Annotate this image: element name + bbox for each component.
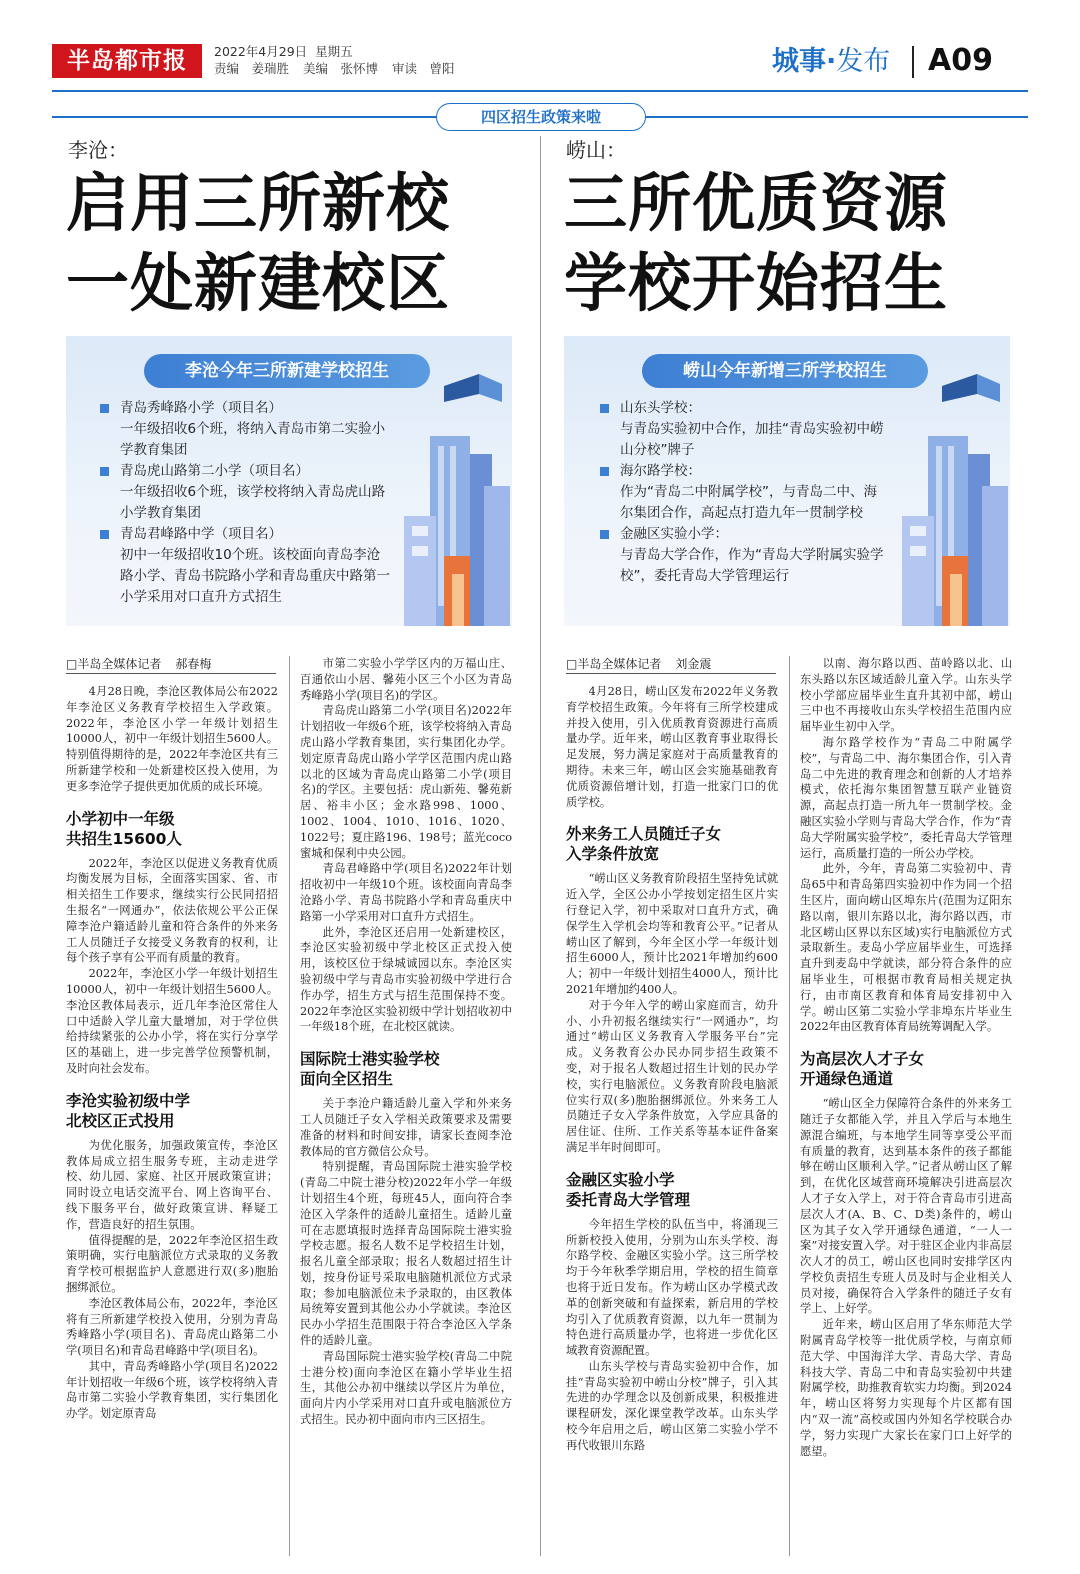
article-paragraph: 关于李沧户籍适龄儿童入学和外来务工人员随迁子女入学相关政策要求及需要准备的材料和时间安排，请家长查阅李沧教体局的官方微信公众号。: [300, 1097, 512, 1158]
right-byline-rule: [566, 673, 776, 674]
right-article-column-2: [800, 656, 1012, 1562]
page-number: A09: [928, 43, 993, 78]
list-item: 海尔路学校： 作为“青岛二中附属学校”，与青岛二中、海尔集团合作，高起点打造九年一贯制学校: [600, 461, 890, 524]
bullet-square-icon: [100, 530, 109, 539]
article-paragraph: 其中，青岛秀峰路小学(项目名)2022年计划招收一年级6个班，该学校将纳入青岛市第二实验小学教育集团，实行集团化办学。划定原青岛: [66, 1359, 278, 1421]
bullet-square-icon: [600, 530, 609, 539]
article-paragraph: 市第二实验小学学区内的万福山庄、百通依山小居、馨苑小区三个小区为青岛秀峰路小学(项目名)的学区。: [300, 657, 512, 702]
newspaper-logo: 半岛都市报: [52, 44, 202, 78]
topic-banner: 四区招生政策来啦: [436, 103, 646, 131]
right-byline: □半岛全媒体记者 刘金震: [566, 657, 712, 671]
bullet-square-icon: [100, 467, 109, 476]
left-byline-rule: [66, 673, 276, 674]
article-paragraph: 此外，李沧区还启用一处新建校区，李沧区实验初级中学北校区正式投入使用，该校区位于绿城诚园以东。李沧区实验初级中学与青岛市实验初级中学进行合作办学，招生方式与招生范围保持不变。2022年李沧区实验初级中学计划招收初中一年级18个班，在北校区就读。: [300, 925, 512, 1034]
article-paragraph: 青岛虎山路第二小学(项目名)2022年计划招收一年级6个班，该学校将纳入青岛虎山路小学教育集团，实行集团化办学。划定原青岛虎山路小学学区范围内虎山路以北的区域为青岛虎山路第二小学(项目名)的学区。主要包括：虎山新苑、馨苑新居、裕丰小区；金水路998、1000、1002、1004、1010、1016、1020、1022号；夏庄路196、198号；蓝光coco蜜城和保利中央公园。: [300, 704, 512, 860]
banner-rule-right: [644, 116, 1028, 118]
article-paragraph: 值得提醒的是，2022年李沧区招生政策明确，实行电脑派位方式录取的义务教育学校可根据监护人意愿进行双(多)胞胎捆绑派位。: [66, 1233, 278, 1294]
left-headline: [66, 164, 450, 324]
right-article-column-1: [566, 684, 778, 1564]
school-buildings-illustration: [882, 366, 1010, 626]
list-item: 青岛君峰路中学（项目名） 初中一年级招收10个班。该校面向青岛李沧路小学、青岛书院路小学和青岛重庆中路第一小学采用对口直升方式招生: [100, 524, 390, 608]
left-article-column-2: [300, 656, 512, 1562]
article-paragraph: 特别提醒，青岛国际院士港实验学校(青岛二中院士港分校)2022年小学一年级计划招生4个班，每班45人，面向符合李沧区入学条件的适龄儿童招生。适龄儿童可在志愿填报时选择青岛国际院士港实验学校志愿。报名人数不足学校招生计划，报名儿童全部录取；报名人数超过招生计划，按身份证号采取电脑随机派位方式录取；参加电脑派位未予录取的，由区教体局统筹安置到其他公办小学就读。李沧区民办小学招生范围限于符合李沧区入学条件的适龄儿童。: [300, 1160, 512, 1348]
right-info-title: 崂山今年新增三所学校招生: [642, 354, 928, 388]
article-paragraph: 4月28日晚，李沧区教体局公布2022年李沧区义务教育学校招生入学政策。2022年，李沧区小学一年级计划招生10000人，初中一年级计划招生5600人。特别值得期待的是，2022年李沧区共有三所新建学校和一处新建校区投入使用，为更多李沧学子提供更加优质的成长环境。: [66, 685, 278, 793]
article-subheading: 李沧实验初级中学 北校区正式投用: [66, 1091, 191, 1130]
article-paragraph: 对于今年入学的崂山家庭而言，幼升小、小升初报名继续实行“一网通办”，均通过“崂山区义务教育入学服务平台”完成。义务教育公办民办同步招生政策不变，对于报名人数超过招生计划的民办学校，实行电脑派位。义务教育阶段电脑派位实行双(多)胞胎捆绑派位。外来务工人员随迁子女入学条件放宽，入学应具备的居住证、住所、工作关系等基本证件备案满足半年时间即可。: [566, 998, 778, 1154]
date: 2022年4月29日: [214, 44, 308, 59]
bullet-square-icon: [600, 467, 609, 476]
article-subheading: 为高层次人才子女 开通绿色通道: [800, 1050, 925, 1089]
masthead-divider: [912, 46, 914, 78]
list-item: 青岛虎山路第二小学（项目名） 一年级招收6个班，该学校将纳入青岛虎山路小学教育集团: [100, 461, 390, 524]
bullet-square-icon: [100, 404, 109, 413]
article-subheading: 国际院士港实验学校 面向全区招生: [300, 1050, 440, 1089]
bullet-square-icon: [600, 404, 609, 413]
book-icon: [444, 374, 479, 402]
right-kicker: 崂山：: [566, 138, 626, 162]
article-paragraph: 以南、海尔路以西、苗岭路以北、山东头路以东区域适龄儿童入学。山东头学校小学部应届毕业生直升其初中部，崂山三中也不再接收山东头学校招生范围内应届毕业生初中入学。: [800, 657, 1012, 734]
left-byline: □半岛全媒体记者 郝春梅: [66, 657, 212, 671]
article-subheading: 外来务工人员随迁子女 入学条件放宽: [566, 825, 722, 864]
right-info-box: [564, 336, 1010, 626]
banner-rule-left: [52, 116, 436, 118]
book-icon: [942, 374, 977, 402]
left-info-box: [66, 336, 512, 626]
left-article-column-1: [66, 684, 278, 1564]
article-paragraph: 青岛国际院士港实验学校(青岛二中院士港分校)面向李沧区在籍小学毕业生招生，其他公办初中继续以学区片为单位，面向片内小学采用对口直升或电脑派位方式招生。民办初中面向市内三区招生。: [300, 1349, 512, 1427]
article-paragraph: 青岛君峰路中学(项目名)2022年计划招收初中一年级10个班。该校面向青岛李沧路小学、青岛书院路小学和青岛重庆中路第一小学采用对口直升方式招生。: [300, 862, 512, 923]
header-rule: [52, 90, 1028, 92]
article-subheading: 小学初中一年级 共招生15600人: [66, 809, 182, 848]
right-school-list: [600, 398, 890, 587]
left-kicker: 李沧：: [68, 138, 128, 162]
article-paragraph: “崂山区义务教育阶段招生坚持免试就近入学，全区公办小学按划定招生区片实行登记入学，初中采取对口直升方式，确保学生入学机会均等和教育公平。”记者从崂山区了解到，今年全区小学一年级计划招生6000人，预计比2021年增加约600人；初中一年级计划招生4000人，预计比2021年增加约400人。: [566, 872, 778, 996]
staff-proofreader: 审读 曾阳: [392, 61, 455, 76]
left-headline-line-2: 一处新建校区: [66, 247, 450, 320]
left-info-title: 李沧今年三所新建学校招生: [144, 354, 430, 388]
list-item: 山东头学校： 与青岛实验初中合作，加挂“青岛实验初中崂山分校”牌子: [600, 398, 890, 461]
staff-designer: 美编 张怀博: [303, 61, 379, 76]
section-title: 城事·发布: [772, 46, 891, 77]
dateline: [214, 44, 353, 60]
article-paragraph: “崂山区全力保障符合条件的外来务工随迁子女都能入学，并且入学后与本地生源混合编班，与本地学生同等享受公平而有质量的教育，达到基本条件的孩子都能够在崂山区顺利入学。”记者从崂山区了解到，在优化区域营商环境解决引进高层次人才子女入学上，对于符合青岛市引进高层次人才(A、B、C、D类)条件的，崂山区为其子女入学开通绿色通道，“一人一案”对接安置入学。对于驻区企业内非高层次人才的员工，崂山区也同时安排学区内学校负责招生专班人员及时与企业相关人员对接，确保符合入学条件的随迁子女有学上、上好学。: [800, 1097, 1012, 1316]
left-school-list: [100, 398, 390, 608]
weekday: 星期五: [315, 44, 353, 59]
article-paragraph: 4月28日，崂山区发布2022年义务教育学校招生政策。今年将有三所学校建成并投入使用，引入优质教育资源进行高质量办学。近年来，崂山区教育事业取得长足发展，努力满足家庭对于高质量教育的期待。未来三年，崂山区会实施基础教育优质资源倍增计划，打造一批家门口的优质学校。: [566, 685, 778, 809]
school-buildings-illustration: [384, 366, 512, 626]
article-paragraph: 李沧区教体局公布，2022年，李沧区将有三所新建学校投入使用，分别为青岛秀峰路小学(项目名)、青岛虎山路第二小学(项目名)和青岛君峰路中学(项目名)。: [66, 1296, 278, 1358]
staff-credits: [214, 61, 465, 77]
article-paragraph: 今年招生学校的队伍当中，将涌现三所新校投入使用，分别为山东头学校、海尔路学校、金融区实验小学。这三所学校均于今年秋季学期启用，学校的招生简章也将于近日发布。作为崂山区办学模式改革的创新突破和有益探索，新启用的学校均引入了优质教育资源，以九年一贯制为特色进行高质量办学，也将进一步优化区域教育资源配置。: [566, 1217, 778, 1358]
article-paragraph: 此外，今年，青岛第二实验初中、青岛65中和青岛第四实验初中作为同一个招生区片，面向崂山区埠东片(范围为辽阳东路以南，银川东路以北，海尔路以西，市北区崂山区界以东区域)实行电脑派位方式录取新生。麦岛小学应届毕业生，可选择直升到麦岛中学就读，部分符合条件的应届毕业生，可根据市教育局相关规定执行，由市南区教育和体育局安排初中入学。崂山区第二实验小学非埠东片毕业生2022年由区教育体育局统筹调配入学。: [800, 862, 1012, 1034]
page-center-divider: [540, 136, 541, 1556]
left-headline-line-1: 启用三所新校: [66, 167, 450, 240]
column-divider: [789, 656, 790, 1556]
list-item: 青岛秀峰路小学（项目名） 一年级招收6个班，将纳入青岛市第二实验小学教育集团: [100, 398, 390, 461]
article-subheading: 金融区实验小学 委托青岛大学管理: [566, 1170, 691, 1209]
right-headline-line-2: 学校开始招生: [564, 247, 948, 320]
right-headline-line-1: 三所优质资源: [564, 167, 948, 240]
column-divider: [289, 656, 290, 1556]
article-paragraph: 山东头学校与青岛实验初中合作，加挂“青岛实验初中崂山分校”牌子，引入其先进的办学理念以及创新成果，积极推进课程研发，深化课堂教学改革。山东头学校今年启用之后，崂山区第二实验小学不再代收银川东路: [566, 1359, 778, 1452]
list-item: 金融区实验小学： 与青岛大学合作，作为“青岛大学附属实验学校”，委托青岛大学管理运行: [600, 524, 890, 587]
article-paragraph: 海尔路学校作为“青岛二中附属学校”，与青岛二中、海尔集团合作，引入青岛二中先进的教育理念和创新的人才培养模式，依托海尔集团智慧互联产业链资源，高起点打造一所九年一贯制学校。金融区实验小学则与青岛大学合作，作为“青岛大学附属实验学校”，委托青岛大学管理运行，高质量打造的一所公办学校。: [800, 735, 1012, 860]
article-paragraph: 2022年，李沧区小学一年级计划招生10000人，初中一年级计划招生5600人。李沧区教体局表示，近几年李沧区常住人口中适龄入学儿童大量增加，对于学位供给持续紧张的公办小学，将在实行分享学区的基础上，进一步完善学位预警机制，及时向社会发布。: [66, 967, 278, 1075]
right-headline: [564, 164, 948, 324]
article-paragraph: 为优化服务，加强政策宣传，李沧区教体局成立招生服务专班，主动走进学校、幼儿园、家庭、社区开展政策宣讲；同时设立电话交流平台、网上咨询平台、线下服务平台，做好政策宣讲、释疑工作，营造良好的招生氛围。: [66, 1138, 278, 1231]
staff-editor: 责编 姜瑞胜: [214, 61, 290, 76]
article-paragraph: 2022年，李沧区以促进义务教育优质均衡发展为目标，全面落实国家、省、市相关招生工作要求，继续实行公民同招招生报名“一网通办”，依法依规公平公正保障李沧户籍适龄儿童和符合条件的外来务工人员随迁子女接受义务教育的权利，让每个孩子享有公平而有质量的教育。: [66, 856, 278, 965]
article-paragraph: 近年来，崂山区启用了华东师范大学附属青岛学校等一批优质学校，与南京师范大学、中国海洋大学、青岛大学、青岛科技大学、青岛二中和青岛实验初中共建附属学校，助推教育软实力均衡。到2024年，崂山区将努力实现每个片区都有国内“双一流”高校或国内外知名学校联合办学，努力实现广大家长在家门口上好学的愿望。: [800, 1318, 1012, 1458]
